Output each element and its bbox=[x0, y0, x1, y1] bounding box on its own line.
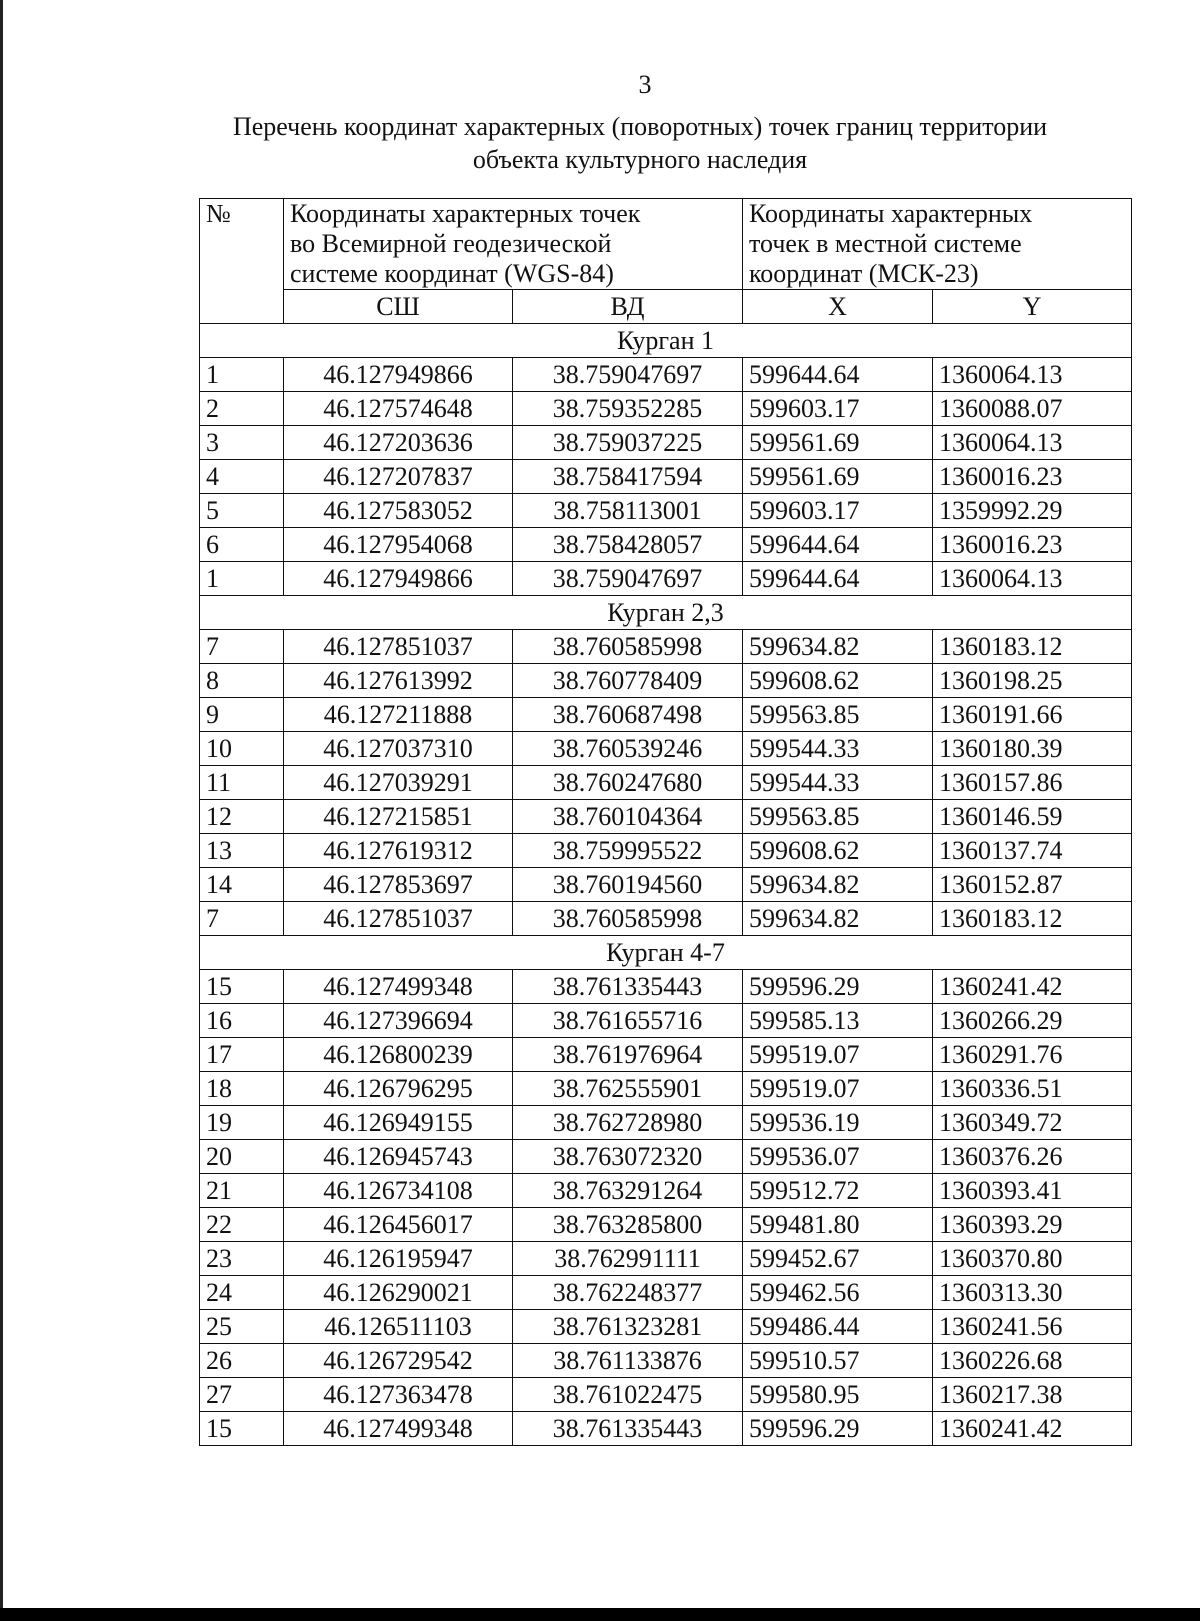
cell-latitude: 46.127851037 bbox=[284, 630, 513, 664]
cell-latitude: 46.127207837 bbox=[284, 460, 513, 494]
cell-y: 1360393.29 bbox=[933, 1208, 1132, 1242]
cell-latitude: 46.127215851 bbox=[284, 800, 513, 834]
table-row bbox=[200, 630, 1132, 664]
cell-point-number: 15 bbox=[200, 970, 284, 1004]
cell-longitude: 38.758417594 bbox=[513, 460, 743, 494]
header-msk23-line-1: Координаты характерных bbox=[749, 199, 1033, 228]
cell-y: 1360241.56 bbox=[933, 1310, 1132, 1344]
table-row bbox=[200, 766, 1132, 800]
cell-y: 1360291.76 bbox=[933, 1038, 1132, 1072]
cell-point-number: 21 bbox=[200, 1174, 284, 1208]
cell-longitude: 38.763072320 bbox=[513, 1140, 743, 1174]
cell-point-number: 6 bbox=[200, 528, 284, 562]
cell-latitude: 46.126195947 bbox=[284, 1242, 513, 1276]
cell-x: 599644.64 bbox=[743, 528, 933, 562]
cell-y: 1360157.86 bbox=[933, 766, 1132, 800]
cell-latitude: 46.127613992 bbox=[284, 664, 513, 698]
cell-x: 599634.82 bbox=[743, 902, 933, 936]
header-wgs84-line-2: во Всемирной геодезической bbox=[290, 229, 612, 258]
cell-point-number: 2 bbox=[200, 392, 284, 426]
cell-x: 599596.29 bbox=[743, 1412, 933, 1446]
cell-point-number: 23 bbox=[200, 1242, 284, 1276]
table-row bbox=[200, 1310, 1132, 1344]
cell-y: 1360016.23 bbox=[933, 460, 1132, 494]
cell-latitude: 46.127949866 bbox=[284, 562, 513, 596]
cell-longitude: 38.759352285 bbox=[513, 392, 743, 426]
cell-latitude: 46.127619312 bbox=[284, 834, 513, 868]
cell-y: 1360137.74 bbox=[933, 834, 1132, 868]
cell-x: 599634.82 bbox=[743, 630, 933, 664]
header-wgs84-line-1: Координаты характерных точек bbox=[290, 199, 641, 228]
table-body bbox=[200, 324, 1132, 1446]
cell-latitude: 46.127853697 bbox=[284, 868, 513, 902]
cell-x: 599544.33 bbox=[743, 732, 933, 766]
cell-y: 1360336.51 bbox=[933, 1072, 1132, 1106]
cell-x: 599603.17 bbox=[743, 392, 933, 426]
cell-y: 1360313.30 bbox=[933, 1276, 1132, 1310]
cell-latitude: 46.126945743 bbox=[284, 1140, 513, 1174]
cell-point-number: 18 bbox=[200, 1072, 284, 1106]
header-longitude: ВД bbox=[513, 290, 743, 324]
cell-y: 1360152.87 bbox=[933, 868, 1132, 902]
cell-longitude: 38.760687498 bbox=[513, 698, 743, 732]
cell-point-number: 15 bbox=[200, 1412, 284, 1446]
section-row bbox=[200, 324, 1132, 358]
table-row bbox=[200, 1344, 1132, 1378]
cell-point-number: 8 bbox=[200, 664, 284, 698]
table-row bbox=[200, 970, 1132, 1004]
header-wgs84-group bbox=[284, 199, 743, 290]
cell-y: 1360349.72 bbox=[933, 1106, 1132, 1140]
cell-latitude: 46.126734108 bbox=[284, 1174, 513, 1208]
cell-y: 1360016.23 bbox=[933, 528, 1132, 562]
table-row bbox=[200, 1276, 1132, 1310]
table-row bbox=[200, 1072, 1132, 1106]
cell-y: 1360266.29 bbox=[933, 1004, 1132, 1038]
table-row bbox=[200, 1242, 1132, 1276]
cell-point-number: 13 bbox=[200, 834, 284, 868]
cell-longitude: 38.759995522 bbox=[513, 834, 743, 868]
cell-longitude: 38.763291264 bbox=[513, 1174, 743, 1208]
cell-longitude: 38.760247680 bbox=[513, 766, 743, 800]
cell-point-number: 11 bbox=[200, 766, 284, 800]
cell-x: 599580.95 bbox=[743, 1378, 933, 1412]
table-row bbox=[200, 392, 1132, 426]
cell-x: 599481.80 bbox=[743, 1208, 933, 1242]
cell-y: 1360241.42 bbox=[933, 970, 1132, 1004]
header-y: Y bbox=[933, 290, 1132, 324]
cell-y: 1360183.12 bbox=[933, 630, 1132, 664]
table-row bbox=[200, 1208, 1132, 1242]
table-row bbox=[200, 494, 1132, 528]
scan-edge-mark bbox=[0, 0, 3, 1621]
cell-latitude: 46.127583052 bbox=[284, 494, 513, 528]
cell-y: 1360198.25 bbox=[933, 664, 1132, 698]
cell-x: 599512.72 bbox=[743, 1174, 933, 1208]
cell-latitude: 46.127363478 bbox=[284, 1378, 513, 1412]
document-title bbox=[180, 110, 1100, 176]
cell-point-number: 12 bbox=[200, 800, 284, 834]
cell-point-number: 9 bbox=[200, 698, 284, 732]
section-title: Курган 1 bbox=[200, 324, 1132, 358]
table-row bbox=[200, 1038, 1132, 1072]
cell-longitude: 38.762248377 bbox=[513, 1276, 743, 1310]
coordinates-table bbox=[199, 198, 1132, 1446]
cell-latitude: 46.127851037 bbox=[284, 902, 513, 936]
cell-longitude: 38.761976964 bbox=[513, 1038, 743, 1072]
table-row bbox=[200, 1106, 1132, 1140]
table-row bbox=[200, 1140, 1132, 1174]
cell-longitude: 38.760539246 bbox=[513, 732, 743, 766]
table-row bbox=[200, 800, 1132, 834]
cell-y: 1360370.80 bbox=[933, 1242, 1132, 1276]
cell-y: 1359992.29 bbox=[933, 494, 1132, 528]
table-row bbox=[200, 358, 1132, 392]
cell-point-number: 27 bbox=[200, 1378, 284, 1412]
cell-x: 599561.69 bbox=[743, 460, 933, 494]
table-row bbox=[200, 1174, 1132, 1208]
cell-x: 599561.69 bbox=[743, 426, 933, 460]
cell-y: 1360226.68 bbox=[933, 1344, 1132, 1378]
header-row-top bbox=[200, 199, 1132, 290]
table-row bbox=[200, 562, 1132, 596]
header-row-sub bbox=[200, 290, 1132, 324]
cell-longitude: 38.759047697 bbox=[513, 358, 743, 392]
cell-point-number: 22 bbox=[200, 1208, 284, 1242]
cell-x: 599644.64 bbox=[743, 562, 933, 596]
cell-longitude: 38.762728980 bbox=[513, 1106, 743, 1140]
cell-point-number: 26 bbox=[200, 1344, 284, 1378]
header-msk23-group bbox=[743, 199, 1132, 290]
cell-point-number: 10 bbox=[200, 732, 284, 766]
table-header bbox=[200, 199, 1132, 324]
cell-x: 599462.56 bbox=[743, 1276, 933, 1310]
header-msk23-line-3: координат (МСК-23) bbox=[749, 259, 979, 288]
table-row bbox=[200, 1004, 1132, 1038]
cell-x: 599596.29 bbox=[743, 970, 933, 1004]
cell-latitude: 46.127499348 bbox=[284, 1412, 513, 1446]
cell-latitude: 46.126729542 bbox=[284, 1344, 513, 1378]
cell-x: 599519.07 bbox=[743, 1072, 933, 1106]
cell-latitude: 46.127037310 bbox=[284, 732, 513, 766]
cell-latitude: 46.127203636 bbox=[284, 426, 513, 460]
cell-longitude: 38.761655716 bbox=[513, 1004, 743, 1038]
cell-y: 1360376.26 bbox=[933, 1140, 1132, 1174]
cell-y: 1360180.39 bbox=[933, 732, 1132, 766]
cell-y: 1360064.13 bbox=[933, 358, 1132, 392]
cell-longitude: 38.760104364 bbox=[513, 800, 743, 834]
cell-longitude: 38.761323281 bbox=[513, 1310, 743, 1344]
cell-longitude: 38.760778409 bbox=[513, 664, 743, 698]
cell-x: 599452.67 bbox=[743, 1242, 933, 1276]
cell-x: 599563.85 bbox=[743, 800, 933, 834]
cell-longitude: 38.758113001 bbox=[513, 494, 743, 528]
cell-x: 599519.07 bbox=[743, 1038, 933, 1072]
cell-point-number: 7 bbox=[200, 902, 284, 936]
cell-y: 1360183.12 bbox=[933, 902, 1132, 936]
cell-y: 1360088.07 bbox=[933, 392, 1132, 426]
cell-x: 599585.13 bbox=[743, 1004, 933, 1038]
cell-longitude: 38.758428057 bbox=[513, 528, 743, 562]
cell-point-number: 19 bbox=[200, 1106, 284, 1140]
cell-longitude: 38.759037225 bbox=[513, 426, 743, 460]
cell-longitude: 38.760194560 bbox=[513, 868, 743, 902]
table-row bbox=[200, 664, 1132, 698]
cell-x: 599608.62 bbox=[743, 664, 933, 698]
table-row bbox=[200, 426, 1132, 460]
table-row bbox=[200, 868, 1132, 902]
cell-latitude: 46.127574648 bbox=[284, 392, 513, 426]
cell-longitude: 38.762991111 bbox=[513, 1242, 743, 1276]
section-row bbox=[200, 596, 1132, 630]
cell-x: 599634.82 bbox=[743, 868, 933, 902]
header-latitude: СШ bbox=[284, 290, 513, 324]
cell-point-number: 4 bbox=[200, 460, 284, 494]
cell-longitude: 38.759047697 bbox=[513, 562, 743, 596]
cell-longitude: 38.761133876 bbox=[513, 1344, 743, 1378]
cell-point-number: 1 bbox=[200, 358, 284, 392]
document-title-line-1: Перечень координат характерных (поворотных) точек границ территории bbox=[232, 112, 1048, 141]
section-title: Курган 2,3 bbox=[200, 596, 1132, 630]
header-x: X bbox=[743, 290, 933, 324]
cell-x: 599486.44 bbox=[743, 1310, 933, 1344]
cell-latitude: 46.126290021 bbox=[284, 1276, 513, 1310]
cell-x: 599603.17 bbox=[743, 494, 933, 528]
cell-latitude: 46.127499348 bbox=[284, 970, 513, 1004]
document-title-line-2: объекта культурного наследия bbox=[472, 145, 808, 174]
page-number: 3 bbox=[638, 70, 652, 99]
cell-latitude: 46.126949155 bbox=[284, 1106, 513, 1140]
cell-point-number: 24 bbox=[200, 1276, 284, 1310]
section-row bbox=[200, 936, 1132, 970]
scan-bottom-border bbox=[0, 1608, 1200, 1621]
cell-longitude: 38.761022475 bbox=[513, 1378, 743, 1412]
cell-point-number: 20 bbox=[200, 1140, 284, 1174]
table-row bbox=[200, 528, 1132, 562]
cell-y: 1360191.66 bbox=[933, 698, 1132, 732]
cell-y: 1360393.41 bbox=[933, 1174, 1132, 1208]
cell-point-number: 5 bbox=[200, 494, 284, 528]
cell-x: 599536.07 bbox=[743, 1140, 933, 1174]
cell-latitude: 46.127396694 bbox=[284, 1004, 513, 1038]
cell-latitude: 46.127954068 bbox=[284, 528, 513, 562]
cell-point-number: 1 bbox=[200, 562, 284, 596]
cell-latitude: 46.126511103 bbox=[284, 1310, 513, 1344]
table-row bbox=[200, 732, 1132, 766]
cell-latitude: 46.126800239 bbox=[284, 1038, 513, 1072]
header-wgs84-line-3: системе координат (WGS-84) bbox=[290, 259, 614, 288]
cell-point-number: 17 bbox=[200, 1038, 284, 1072]
table-row bbox=[200, 698, 1132, 732]
header-msk23-line-2: точек в местной системе bbox=[749, 229, 1022, 258]
cell-latitude: 46.127949866 bbox=[284, 358, 513, 392]
cell-y: 1360217.38 bbox=[933, 1378, 1132, 1412]
table-row bbox=[200, 460, 1132, 494]
table-row bbox=[200, 1378, 1132, 1412]
cell-latitude: 46.127211888 bbox=[284, 698, 513, 732]
cell-longitude: 38.760585998 bbox=[513, 630, 743, 664]
section-title: Курган 4-7 bbox=[200, 936, 1132, 970]
cell-latitude: 46.126796295 bbox=[284, 1072, 513, 1106]
cell-x: 599544.33 bbox=[743, 766, 933, 800]
cell-latitude: 46.127039291 bbox=[284, 766, 513, 800]
table-row bbox=[200, 834, 1132, 868]
cell-point-number: 14 bbox=[200, 868, 284, 902]
cell-point-number: 3 bbox=[200, 426, 284, 460]
cell-x: 599536.19 bbox=[743, 1106, 933, 1140]
cell-x: 599608.62 bbox=[743, 834, 933, 868]
cell-longitude: 38.761335443 bbox=[513, 970, 743, 1004]
cell-longitude: 38.761335443 bbox=[513, 1412, 743, 1446]
header-number: № bbox=[200, 199, 284, 324]
cell-longitude: 38.763285800 bbox=[513, 1208, 743, 1242]
cell-x: 599510.57 bbox=[743, 1344, 933, 1378]
cell-point-number: 16 bbox=[200, 1004, 284, 1038]
cell-longitude: 38.760585998 bbox=[513, 902, 743, 936]
cell-x: 599644.64 bbox=[743, 358, 933, 392]
cell-point-number: 25 bbox=[200, 1310, 284, 1344]
cell-point-number: 7 bbox=[200, 630, 284, 664]
cell-y: 1360241.42 bbox=[933, 1412, 1132, 1446]
cell-y: 1360146.59 bbox=[933, 800, 1132, 834]
table-row bbox=[200, 1412, 1132, 1446]
cell-latitude: 46.126456017 bbox=[284, 1208, 513, 1242]
table-row bbox=[200, 902, 1132, 936]
cell-x: 599563.85 bbox=[743, 698, 933, 732]
cell-y: 1360064.13 bbox=[933, 426, 1132, 460]
cell-y: 1360064.13 bbox=[933, 562, 1132, 596]
cell-longitude: 38.762555901 bbox=[513, 1072, 743, 1106]
